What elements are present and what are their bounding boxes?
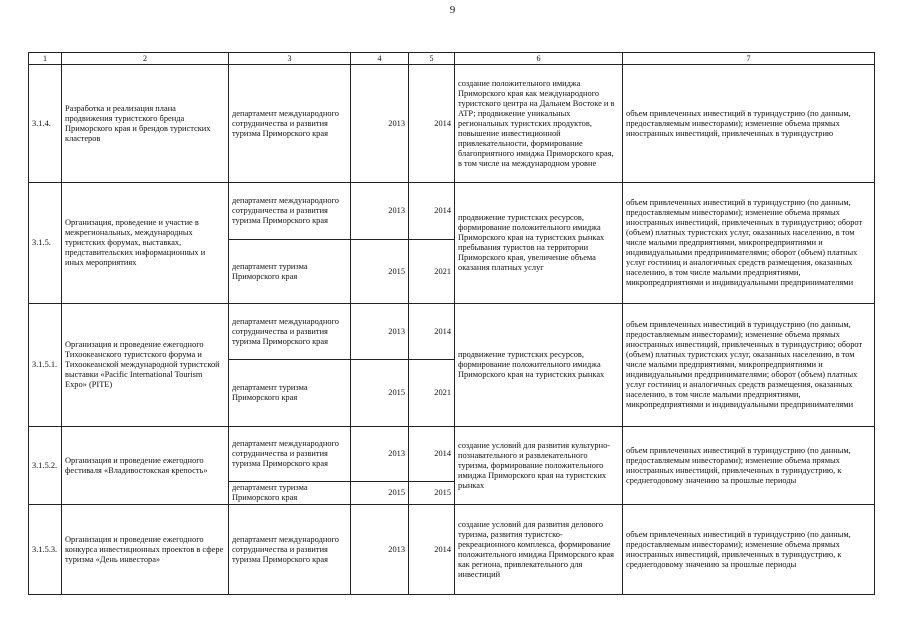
column-number-cell: 4	[351, 53, 409, 65]
indicators: объем привлеченных инвестиций в туриндустрию (по данным, предоставляемым инвесторами); изменение объема прямых иностранных инвестиций, привлеченных в туриндустрию; оборот (объем) платных туристских услуг, оказанных населению, в том числе малыми предприятиями, микропредприятиями и индивидуальными предпринимателями; оборот (объем) платных услуг гостиниц и аналогичных средств размещения, оказанных населению, в том числе малыми предприятиями, микропредприятиями и индивидуальными предпринимателями	[623, 183, 875, 304]
end-year: 2014	[409, 304, 455, 360]
responsible-department: департамент туризма Приморского края	[229, 482, 351, 505]
start-year: 2013	[351, 65, 409, 183]
activity-name: Организация и проведение ежегодного Тихоокеанского туристского форума и Тихоокеанской международной туристской выставки «Pacific International Tourism Expo» (PITE)	[62, 304, 229, 427]
item-number: 3.1.5.1.	[29, 304, 62, 427]
start-year: 2013	[351, 304, 409, 360]
item-number: 3.1.5.	[29, 183, 62, 304]
item-number: 3.1.5.3.	[29, 505, 62, 595]
column-number-cell: 3	[229, 53, 351, 65]
end-year: 2014	[409, 427, 455, 482]
item-number: 3.1.4.	[29, 65, 62, 183]
table-row	[29, 65, 875, 183]
end-year: 2021	[409, 240, 455, 304]
activities-table	[28, 52, 875, 595]
activity-name: Разработка и реализация плана продвижения туристского бренда Приморского края и брендов туристских кластеров	[62, 65, 229, 183]
start-year: 2015	[351, 360, 409, 427]
expected-result: создание условий для развития культурно-познавательного и развлекательного туризма, формирование положительного имиджа Приморского края на туристских рынках	[455, 427, 623, 505]
end-year: 2014	[409, 183, 455, 240]
indicators: объем привлеченных инвестиций в туриндустрию (по данным, предоставляемым инвесторами); изменение объема прямых иностранных инвестиций, привлеченных в туриндустрию; оборот (объем) платных туристских услуг, оказанных населению, в том числе малыми предприятиями, микропредприятиями и индивидуальными предпринимателями; оборот (объем) платных услуг гостиниц и аналогичных средств размещения, оказанных населению, в том числе малыми предприятиями, микропредприятиями и индивидуальными предпринимателями	[623, 304, 875, 427]
activity-name: Организация, проведение и участие в межрегиональных, международных туристских форумах, выставках, представительских информационных и иных мероприятиях	[62, 183, 229, 304]
table-row	[29, 505, 875, 595]
indicators: объем привлеченных инвестиций в туриндустрию (по данным, предоставляемым инвесторами); изменение объема прямых иностранных инвестиций, привлеченных в туриндустрию	[623, 65, 875, 183]
end-year: 2021	[409, 360, 455, 427]
column-number-cell: 2	[62, 53, 229, 65]
expected-result: создание условий для развития делового туризма, развития туристско-рекреационного комплекса, формирование положительного имиджа Приморского края как региона, привлекательного для инвестиций	[455, 505, 623, 595]
responsible-department: департамент международного сотрудничества и развития туризма Приморского края	[229, 505, 351, 595]
start-year: 2015	[351, 240, 409, 304]
activity-name: Организация и проведение ежегодного конкурса инвестиционных проектов в сфере туризма «День инвестора»	[62, 505, 229, 595]
table-header-row	[29, 53, 875, 65]
end-year: 2014	[409, 505, 455, 595]
expected-result: создание положительного имиджа Приморского края как международного туристского центра на Дальнем Востоке и в АТР; продвижение уникальных региональных туристских продуктов, повышение инвестиционной привлекательности, формирование благоприятного имиджа Приморского края, в том числе на международном уровне	[455, 65, 623, 183]
responsible-department: департамент международного сотрудничества и развития туризма Приморского края	[229, 183, 351, 240]
responsible-department: департамент международного сотрудничества и развития туризма Приморского края	[229, 304, 351, 360]
table-row	[29, 183, 875, 240]
start-year: 2013	[351, 427, 409, 482]
activity-name: Организация и проведение ежегодного фестиваля «Владивостокская крепость»	[62, 427, 229, 505]
column-number-cell: 1	[29, 53, 62, 65]
column-number-cell: 7	[623, 53, 875, 65]
end-year: 2015	[409, 482, 455, 505]
indicators: объем привлеченных инвестиций в туриндустрию (по данным, предоставляемым инвесторами); изменение объема прямых иностранных инвестиций, привлеченных в туриндустрию, к среднегодовому значению за прошлые периоды	[623, 505, 875, 595]
indicators: объем привлеченных инвестиций в туриндустрию (по данным, предоставляемым инвесторами); изменение объема прямых иностранных инвестиций, привлеченных в туриндустрию, к среднегодовому значению за прошлые периоды	[623, 427, 875, 505]
responsible-department: департамент международного сотрудничества и развития туризма Приморского края	[229, 65, 351, 183]
responsible-department: департамент международного сотрудничества и развития туризма Приморского края	[229, 427, 351, 482]
end-year: 2014	[409, 65, 455, 183]
page-number: 9	[449, 4, 456, 16]
item-number: 3.1.5.2.	[29, 427, 62, 505]
start-year: 2015	[351, 482, 409, 505]
table-row	[29, 427, 875, 482]
expected-result: продвижение туристских ресурсов, формирование положительного имиджа Приморского края на туристских рынках	[455, 304, 623, 427]
responsible-department: департамент туризма Приморского края	[229, 240, 351, 304]
table-row	[29, 304, 875, 360]
responsible-department: департамент туризма Приморского края	[229, 360, 351, 427]
column-number-cell: 5	[409, 53, 455, 65]
expected-result: продвижение туристских ресурсов, формирование положительного имиджа Приморского края на туристских рынках пребывания туристов на территории Приморского края, увеличение объема оказания платных услуг	[455, 183, 623, 304]
column-number-cell: 6	[455, 53, 623, 65]
start-year: 2013	[351, 183, 409, 240]
start-year: 2013	[351, 505, 409, 595]
